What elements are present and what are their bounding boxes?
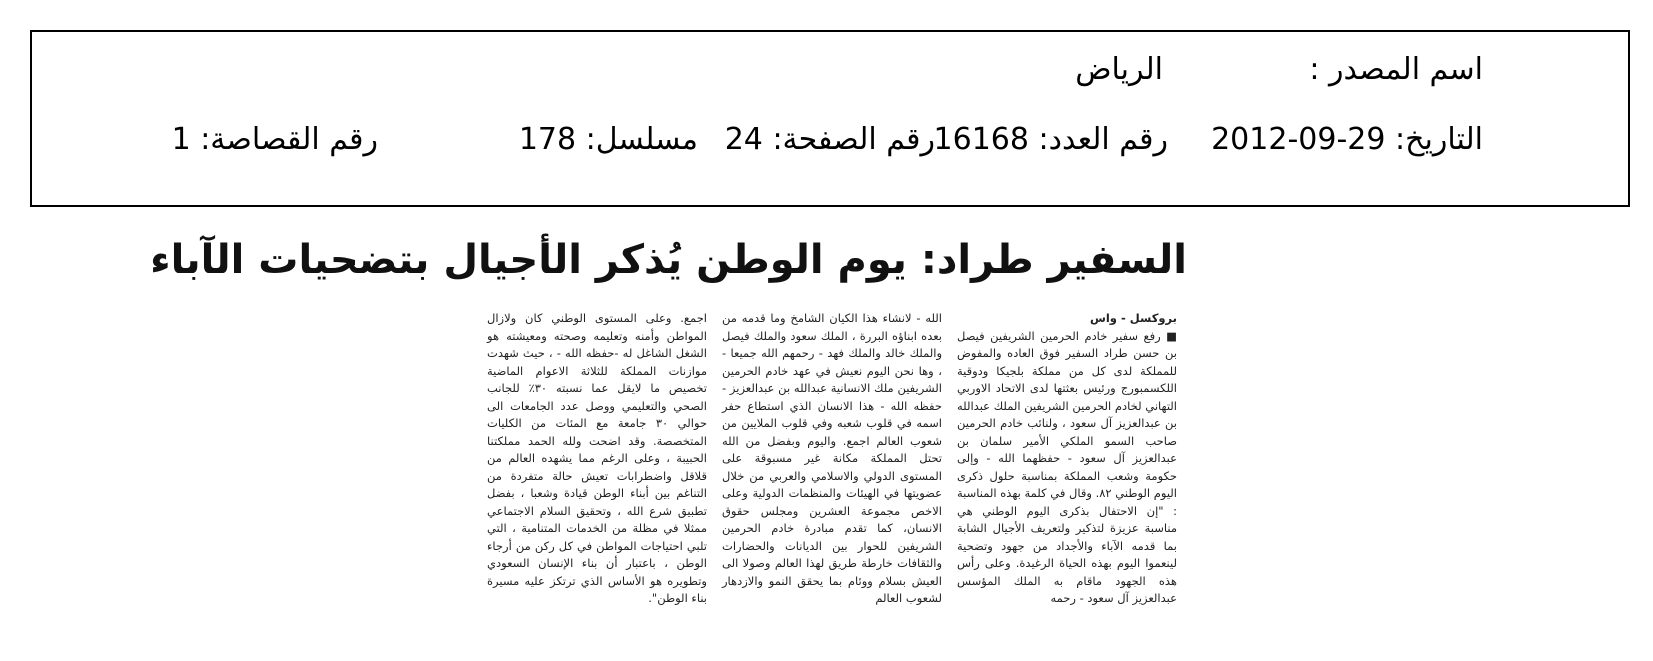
article-column-3: [487, 310, 707, 640]
source-value: الرياض: [1075, 52, 1163, 87]
article-column-1: [957, 310, 1177, 640]
article-headline: السفير طراد: يوم الوطن يُذكر الأجيال بتضحيات الآباء: [150, 237, 1187, 283]
page-number-field: رقم الصفحة: 24: [724, 122, 935, 157]
article-column-2-text: الله - لانشاء هذا الكيان الشامخ وما قدمه من بعده ابناؤه البررة ، الملك سعود والملك فيصل والملك خالد والملك فهد - رحمهم الله جميعا - ، وها نحن اليوم نعيش في عهد خادم الحرمين الشريفين ملك الانسانية عبدالله بن عبدالعزيز - حفظه الله - هذا الانسان الذي استطاع حفر اسمه في قلوب شعبه وفي قلوب الملايين من شعوب العالم اجمع. واليوم وبفضل من الله تحتل المملكة مكانة غير مسبوقة على المستوى الدولي والاسلامي والعربي من خلال عضويتها في الهيئات والمنظمات الدولية وعلى الاخص مجموعة العشرين ومجلس حقوق الانسان، كما تقدم مبادرة خادم الحرمين الشريفين للحوار بين الديانات والحضارات والثقافات خارطة طريق لهذا العالم وصولا الى العيش بسلام ووئام بما يحقق النمو والازدهار لشعوب العالم: [722, 311, 942, 605]
date-field: التاريخ: 29-09-2012: [1211, 122, 1483, 157]
newspaper-clipping: [150, 225, 1187, 643]
article-column-3-text: اجمع. وعلى المستوى الوطني كان ولازال المواطن وأمنه وتعليمه وصحته ومعيشته هو الشغل الشاغل له -حفظه الله - ، حيث شهدت موازنات المملكة للثلاثة الاعوام الماضية تخصيص ما لايقل عما نسبته ٣٠٪ للجانب الصحي والتعليمي ووصل عدد الجامعات الى حوالي ٣٠ جامعة مع المئات من الكليات المتخصصة. وقد اضحت ولله الحمد مملكتنا الحبيبة ، وعلى الرغم مما يشهده العالم من قلاقل واضطرابات تعيش حالة متفردة من التناغم بين أبناء الوطن قيادة وشعبا ، بفضل تطبيق شرع الله ، وتحقيق السلام الاجتماعي ممثلا في مظلة من الخدمات المتنامية ، التي تلبي احتياجات المواطن في كل ركن من أرجاء الوطن ، باعتبار أن بناء الإنسان السعودي وتطويره هو الأساس الذي ترتكز عليه مسيرة بناء الوطن".: [487, 311, 707, 605]
clip-number-field: رقم القصاصة: 1: [171, 122, 378, 157]
article-dateline: بروكسل - واس: [1089, 311, 1177, 325]
issue-number-field: رقم العدد: 16168: [933, 122, 1168, 157]
serial-number-field: مسلسل: 178: [518, 122, 698, 157]
article-column-2: [722, 310, 942, 640]
source-label: اسم المصدر :: [1309, 52, 1483, 87]
article-column-1-text: ■ رفع سفير خادم الحرمين الشريفين فيصل بن حسن طراد السفير فوق العاده والمفوض للمملكة لدى كل من مملكة بلجيكا ودوقية اللكسمبورج ورئيس بعثتها لدى الاتحاد الاوربي التهاني لخادم الحرمين الشريفين الملك عبدالله بن عبدالعزيز آل سعود ، ولنائب خادم الحرمين صاحب السمو الملكي الأمير سلمان بن عبدالعزيز آل سعود - حفظهما الله - وإلى حكومة وشعب المملكة بمناسبة حلول ذكرى اليوم الوطني ٨٢. وقال في كلمة بهذه المناسبة : "إن الاحتفال بذكرى اليوم الوطني هي مناسبة عزيزة لتذكير ولتعريف الأجيال الشابة بما قدمه الآباء والأجداد من جهود وتضحية لينعموا اليوم بهذه الحياة الرغيدة. وعلى رأس هذه الجهود ماقام به الملك المؤسس عبدالعزيز آل سعود - رحمه: [957, 328, 1178, 605]
